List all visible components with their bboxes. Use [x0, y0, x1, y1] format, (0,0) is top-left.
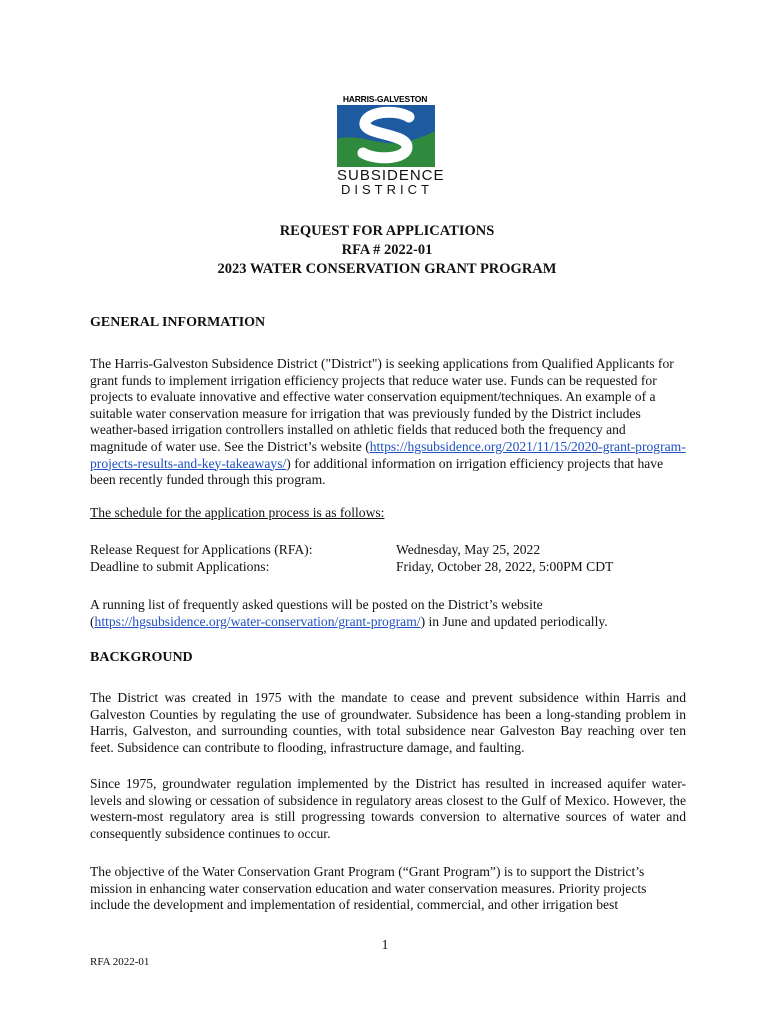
general-p1-text-b: ) for additional information on irrigation efficiency projects that have been recently funded through this program.: [90, 455, 664, 488]
faq-text-b: ) in June and updated periodically.: [420, 613, 608, 629]
general-information-paragraph: [90, 356, 686, 489]
general-information-heading: GENERAL INFORMATION: [90, 315, 266, 330]
background-paragraph-1: The District was created in 1975 with the mandate to cease and prevent subsidence within Harris and Galveston Counties by regulating the use of groundwater. Subsidence has been a long-standing problem in Harris, Galveston, and surrounding counties, with total subsidence near Galveston Bay reaching over ten feet. Subsidence can contribute to flooding, infrastructure damage, and faulting.: [90, 690, 686, 755]
district-logo: [337, 94, 445, 200]
schedule-label: Deadline to submit Applications:: [90, 559, 270, 574]
background-paragraph-3: The objective of the Water Conservation Grant Program (“Grant Program”) is to support the District’s mission in enhancing water conservation education and water conservation measures. Priority projects include the development and implementation of residential, commercial, and other irrigation best: [90, 864, 647, 913]
faq-paragraph: [90, 597, 686, 630]
title-line-1: REQUEST FOR APPLICATIONS: [279, 223, 495, 239]
logo-top-text: HARRIS-GALVESTON: [342, 94, 428, 104]
schedule-intro: The schedule for the application process is as follows:: [90, 505, 385, 520]
faq-link[interactable]: https://hgsubsidence.org/water-conservation/grant-program/: [94, 613, 421, 629]
page-number: 1: [381, 937, 389, 952]
general-p1-text-a: The Harris-Galveston Subsidence District ("District") is seeking applications from Qualified Applicants for grant funds to implement irrigation efficiency projects that reduce water use. Funds can be requested for projects to evaluate innovative and effective water conservation equipment/techniques. An example of a suitable water conservation measure for irrigation that was previously funded by the District includes weather-based irrigation controllers installed on athletic fields that reduced both the frequency and magnitude of water use. See the District’s website (: [90, 356, 674, 454]
logo-district-text: DISTRICT: [341, 182, 433, 197]
schedule-value: Friday, October 28, 2022, 5:00PM CDT: [396, 559, 614, 574]
title-line-2: RFA # 2022-01: [341, 242, 433, 258]
background-heading: BACKGROUND: [90, 650, 193, 665]
faq-text-a: A running list of frequently asked questions will be posted on the District’s website (: [90, 597, 543, 629]
footer-doc-id: RFA 2022-01: [90, 956, 150, 968]
title-line-3: 2023 WATER CONSERVATION GRANT PROGRAM: [217, 261, 557, 277]
schedule-value: Wednesday, May 25, 2022: [396, 542, 541, 557]
grant-results-link[interactable]: https://hgsubsidence.org/2021/11/15/2020-grant-program-projects-results-and-key-takeaways/: [90, 438, 686, 471]
background-paragraph-2: Since 1975, groundwater regulation implemented by the District has resulted in increased aquifer water-levels and slowing or cessation of subsidence in regulatory areas closest to the Gulf of Mexico. However, the western-most regulatory area is still progressing towards conversion to alternative sources of water and consequently subsidence continues to occur.: [90, 776, 686, 841]
logo-subsidence-text: SUBSIDENCE: [337, 167, 445, 184]
schedule-label: Release Request for Applications (RFA):: [90, 542, 313, 557]
logo-s-mark-icon: [337, 105, 435, 167]
document-title: [90, 222, 684, 279]
